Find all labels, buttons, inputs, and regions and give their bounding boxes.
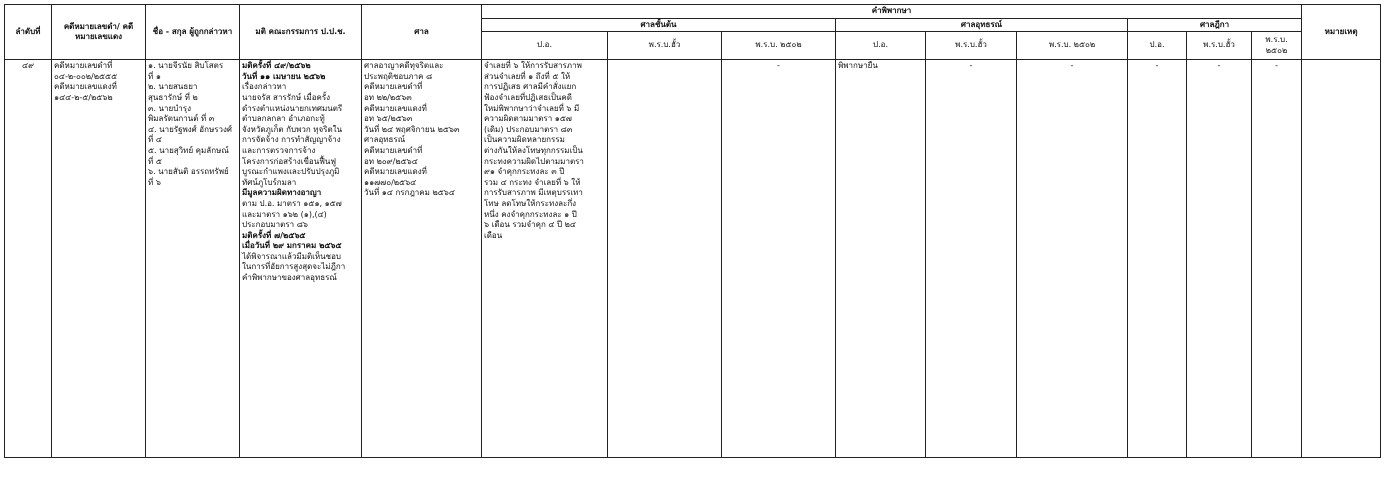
text-line: คดีหมายเลขดำที่ (364, 145, 423, 155)
text-line: อท ๖๕/๒๕๖๓ (364, 114, 413, 124)
cell-appeal-2502: - (1017, 60, 1128, 458)
text-line: (เดิม) ประกอบมาตรา ๘๓ (484, 124, 573, 134)
text-line: ที่ ๖ (148, 177, 161, 187)
header-appeal-2502: พ.ร.บ. ๒๕๐๒ (1017, 32, 1128, 60)
header-name: ชื่อ - สกุล ผู้ถูกกล่าวหา (146, 5, 240, 60)
text-line: จำเลยที่ ๖ ให้การรับสารภาพ (484, 61, 582, 71)
table-row (5, 60, 1381, 458)
text-line: พิมลรัตนกานต์ ที่ ๓ (148, 114, 215, 124)
judgment-table (4, 4, 1381, 458)
text-line: หนึ่ง คงจำคุกกระทงละ ๑ ปี (484, 209, 577, 219)
header-court-appeal: ศาลอุทธรณ์ (836, 18, 1128, 32)
cell-first-2502: - (722, 60, 836, 458)
text-line: อท ๒๐๙/๒๕๖๔ (364, 156, 418, 166)
text-line: คดีหมายเลขแดงที่ (364, 103, 427, 113)
text-line: วันที่ ๑๑ เมษายน ๒๕๖๒ (242, 71, 326, 81)
header-first-ba: พ.ร.บ.ฮั้ว (608, 32, 722, 60)
text-line: ๕. นายสุวิทย์ คุมลักษณ์ (148, 145, 229, 155)
text-line: ศาลอุทธรณ์ (364, 135, 406, 145)
header-appeal-ba: พ.ร.บ.ฮั้ว (926, 32, 1017, 60)
text-line: ๙๑ จำคุกกระทงละ ๓ ปี (484, 167, 565, 177)
text-line: ประพฤติชอบภาค ๘ (364, 71, 433, 81)
text-line: คดีหมายเลขแดงที่ (54, 82, 117, 92)
text-line: ในการที่อัยการสูงสุดจะไม่ฎีกา (242, 262, 346, 272)
text-line: กระทงความผิดไปตามมาตรา (484, 156, 584, 166)
header-court-supreme: ศาลฎีกา (1128, 18, 1302, 32)
cell-appeal-ba: - (926, 60, 1017, 458)
text-line: ๑๔๔-๒-๕/๒๕๖๒ (54, 92, 113, 102)
text-line: โทษ ลดโทษให้กระทงละกึ่ง (484, 198, 577, 208)
text-line: และมาตรา ๑๖๒ (๑),(๔) (242, 209, 327, 219)
cell-remark (1302, 60, 1381, 458)
text-line: เรื่องกล่าวหา (242, 82, 287, 92)
text-line: นายจรัส สารรักษ์ เมื่อครั้ง (242, 92, 331, 102)
cell-appeal-po: พิพากษายืน (836, 60, 926, 458)
header-resolution: มติ คณะกรรมการ ป.ป.ช. (240, 5, 362, 60)
cell-supreme-po: - (1128, 60, 1187, 458)
text-line: เดือน (484, 230, 503, 240)
header-supreme-po: ป.อ. (1128, 32, 1187, 60)
text-line: ๒. นายสนธยา (148, 82, 198, 92)
text-line: ที่ ๕ (148, 156, 162, 166)
text-line: ๑. นายจีรนัย สิบโสตร (148, 61, 224, 71)
text-line: มติครั้งที่ ๔๙/๒๕๖๒ (242, 61, 311, 71)
cell-supreme-ba: - (1187, 60, 1252, 458)
text-line: วันที่ ๑๔ กรกฎาคม ๒๕๖๔ (364, 188, 455, 198)
header-first-2502: พ.ร.บ. ๒๕๐๒ (722, 32, 836, 60)
text-line: ส่วนจำเลยที่ ๑ ถึงที่ ๕ ให้ (484, 71, 571, 81)
text-line: ความผิดตามมาตรา ๑๕๗ (484, 114, 572, 124)
text-line: คดีหมายเลขแดงที่ (364, 167, 427, 177)
text-line: ที่ ๑ (148, 71, 161, 81)
text-line: การปฏิเสธ ศาลมีคำสั่งแยก (484, 82, 577, 92)
text-line: ประกอบมาตรา ๘๖ (242, 220, 308, 230)
text-line: ๖. นายสันติ อรรถทรัพย์ (148, 167, 229, 177)
header-case-no: คดีหมายเลขดำ/ คดีหมายเลขแดง (52, 5, 146, 60)
text-line: ทัศน์ภูโบร์กมลา (242, 177, 297, 187)
cell-resolution (240, 60, 362, 458)
text-line: มติครั้งที่ ๗/๒๕๖๕ (242, 230, 306, 240)
text-line: และการตรวจการจ้าง (242, 145, 316, 155)
text-line: โครงการก่อสร้างเขื่อนฟื้นฟู (242, 156, 336, 166)
text-line: ดำรงตำแหน่งนายกเทศมนตรี (242, 103, 343, 113)
text-line: สุนธารักษ์ ที่ ๒ (148, 92, 198, 102)
text-line: ต่างกันให้ลงโทษทุกกรรมเป็น (484, 145, 583, 155)
text-line: บูรณะกำแพงและปรับปรุงภูมิ (242, 167, 340, 177)
text-line: อท ๒๒/๒๕๖๓ (364, 92, 412, 102)
text-line: ที่ ๔ (148, 135, 162, 145)
header-court-first: ศาลชั้นต้น (482, 18, 836, 32)
text-line: การจัดจ้าง การทำสัญญาจ้าง (242, 135, 341, 145)
header-first-po: ป.อ. (482, 32, 608, 60)
header-remark: หมายเหตุ (1302, 5, 1381, 60)
text-line: ศาลอาญาคดีทุจริตและ (364, 61, 444, 71)
text-line: การรับสารภาพ มีเหตุบรรเทา (484, 188, 583, 198)
header-appeal-po: ป.อ. (836, 32, 926, 60)
text-line: เมื่อวันที่ ๒๙ มกราคม ๒๕๖๕ (242, 241, 342, 251)
cell-first-ba (608, 60, 722, 458)
text-line: ตาม ป.อ. มาตรา ๑๕๑, ๑๕๗ (242, 198, 342, 208)
header-judgment: คำพิพากษา (482, 5, 1302, 19)
text-line: ๑๑๗๗๐/๒๕๖๔ (364, 177, 417, 187)
cell-supreme-2502: - (1252, 60, 1302, 458)
header-supreme-ba: พ.ร.บ.ฮั้ว (1187, 32, 1252, 60)
header-court: ศาล (362, 5, 482, 60)
text-line: รวม ๔ กระทง จำเลยที่ ๖ ให้ (484, 177, 581, 187)
cell-court (362, 60, 482, 458)
text-line: คำพิพากษาของศาลอุทธรณ์ (242, 273, 337, 283)
text-line: ๐๔-๒-๐๐๒/๒๕๕๕ (54, 71, 118, 81)
text-line: คดีหมายเลขดำที่ (364, 82, 423, 92)
text-line: ๔. นายรัฐพงศ์ อักษรวงศ์ (148, 124, 232, 134)
text-line: เป็นความผิดหลายกรรม (484, 135, 565, 145)
text-line: คดีหมายเลขดำที่ (54, 61, 113, 71)
text-line: ตำบลกลกลา อำเภอกะทู้ (242, 114, 325, 124)
cell-first-po (482, 60, 608, 458)
cell-case-no (52, 60, 146, 458)
text-line: มีมูลความผิดทางอาญา (242, 188, 322, 198)
text-line: วันที่ ๒๔ พฤศจิกายน ๒๕๖๓ (364, 124, 460, 134)
header-supreme-2502: พ.ร.บ. ๒๕๐๒ (1252, 32, 1302, 60)
text-line: ๓. นายบำรุง (148, 103, 191, 113)
header-seq: ลำดับที่ (5, 5, 52, 60)
cell-seq: ๔๙ (5, 60, 52, 458)
cell-name (146, 60, 240, 458)
text-line: ฟ้องจำเลยที่ปฏิเสธเป็นคดี (484, 92, 572, 102)
document-page (2, 2, 1384, 496)
text-line: ๖ เดือน รวมจำคุก ๔ ปี ๒๔ (484, 220, 576, 230)
text-line: ใหม่พิพากษาว่าจำเลยที่ ๖ มี (484, 103, 580, 113)
text-line: จังหวัดภูเก็ต กับพวก ทุจริตใน (242, 124, 343, 134)
text-line: ได้พิจารณาแล้วมีมติเห็นชอบ (242, 251, 341, 261)
